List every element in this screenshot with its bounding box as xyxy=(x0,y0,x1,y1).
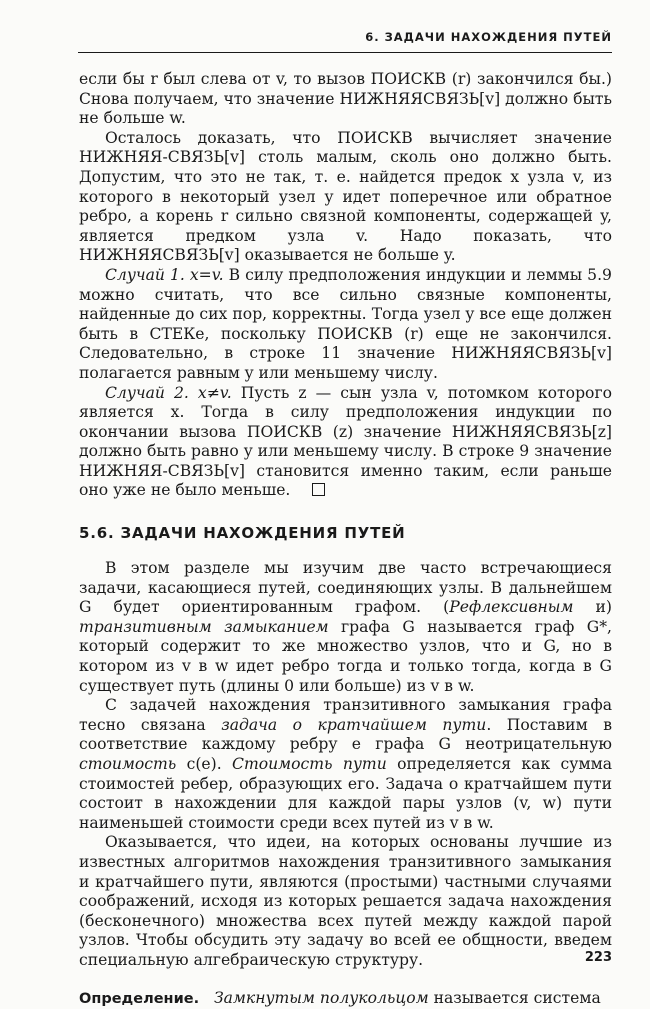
definition-term: Замкнутым полукольцом xyxy=(213,988,429,1007)
case-2-label: Случай 2. x≠v. xyxy=(105,383,232,402)
case-2-text: Пусть z — сын узла v, потомком которого является x. Тогда в силу предположения индукции по окончании вызова ПОИСКВ (z) значение НИЖНЯЯСВЯЗЬ[z] должно быть равно y или меньшему числу. В строке 9 значение НИЖНЯЯ-СВЯЗЬ[v] становится именно таким, если раньше оно уже не было меньше. xyxy=(79,383,612,500)
section-paragraph-1: В этом разделе мы изучим две часто встречающиеся задачи, касающиеся путей, соединяющих узлы. В дальнейшем G будет ориентированным графом. (Рефлексивным и) транзитивным замыканием графа G называется граф G*, который содержит то же множество узлов, что и G, но в котором из v в w идет ребро тогда и только тогда, когда в G существует путь (длины 0 или больше) из v в w. xyxy=(79,559,612,695)
header-rule xyxy=(78,52,612,53)
page-number: 223 xyxy=(584,950,612,965)
definition-line: Определение. Замкнутым полукольцом называется система xyxy=(79,988,601,1007)
paragraph-proof: Осталось доказать, что ПОИСКВ вычисляет значение НИЖНЯЯ-СВЯЗЬ[v] столь малым, сколь оно должно быть. Допустим, что это не так, т. е. найдется предок x узла v, из которого в некоторый узел y идет поперечное или обратное ребро, а корень r сильно связной компоненты, содержащей y, является предком узла v. Надо показать, что НИЖНЯЯСВЯЗЬ[v] оказывается не больше y. xyxy=(79,128,612,265)
paragraph-continuation: если бы r был слева от v, то вызов ПОИСКВ (r) закончился бы.) Снова получаем, что значение НИЖНЯЯСВЯЗЬ[v] должно быть не больше w. xyxy=(79,70,613,128)
paragraph-case-1 xyxy=(79,266,612,384)
running-head: 6. ЗАДАЧИ НАХОЖДЕНИЯ ПУТЕЙ xyxy=(365,30,612,44)
case-1-label: Случай 1. x=v. xyxy=(105,265,224,284)
body-text xyxy=(79,70,612,1009)
section-title: 5.6. ЗАДАЧИ НАХОЖДЕНИЯ ПУТЕЙ xyxy=(79,524,406,543)
definition-label: Определение. xyxy=(79,990,200,1007)
paragraph-case-2 xyxy=(79,384,612,502)
section-paragraph-2: С задачей нахождения транзитивного замыкания графа тесно связана задача о кратчайшем пути. Поставим в соответствие каждому ребру e графа G неотрицательную стоимость c(e). Стоимость пути определяется как сумма стоимостей ребер, образующих его. Задача о кратчайшем пути состоит в нахождении для каждой пары узлов (v, w) пути наименьшей стоимости среди всех путей из v в w. xyxy=(79,696,612,832)
case-1-text: В силу предположения индукции и леммы 5.9 можно считать, что все сильно связные компоненты, найденные до сих пор, корректны. Тогда узел y все еще должен быть в СТЕКе, поскольку ПОИСКВ (r) еще не закончился. Следовательно, в строке 11 значение НИЖНЯЯСВЯЗЬ[v] полагается равным y или меньшему числу. xyxy=(79,265,612,382)
section-paragraph-3: Оказывается, что идеи, на которых основаны лучшие из известных алгоритмов нахождения транзитивного замыкания и кратчайшего пути, являются (простыми) частными случаями соображений, исходя из которых решается задача нахождения (бесконечного) множества всех путей между каждой парой узлов. Чтобы обсудить эту задачу во всей ее общности, введем специальную алгебраическую структуру. xyxy=(79,833,612,969)
end-of-proof-icon xyxy=(312,483,325,496)
